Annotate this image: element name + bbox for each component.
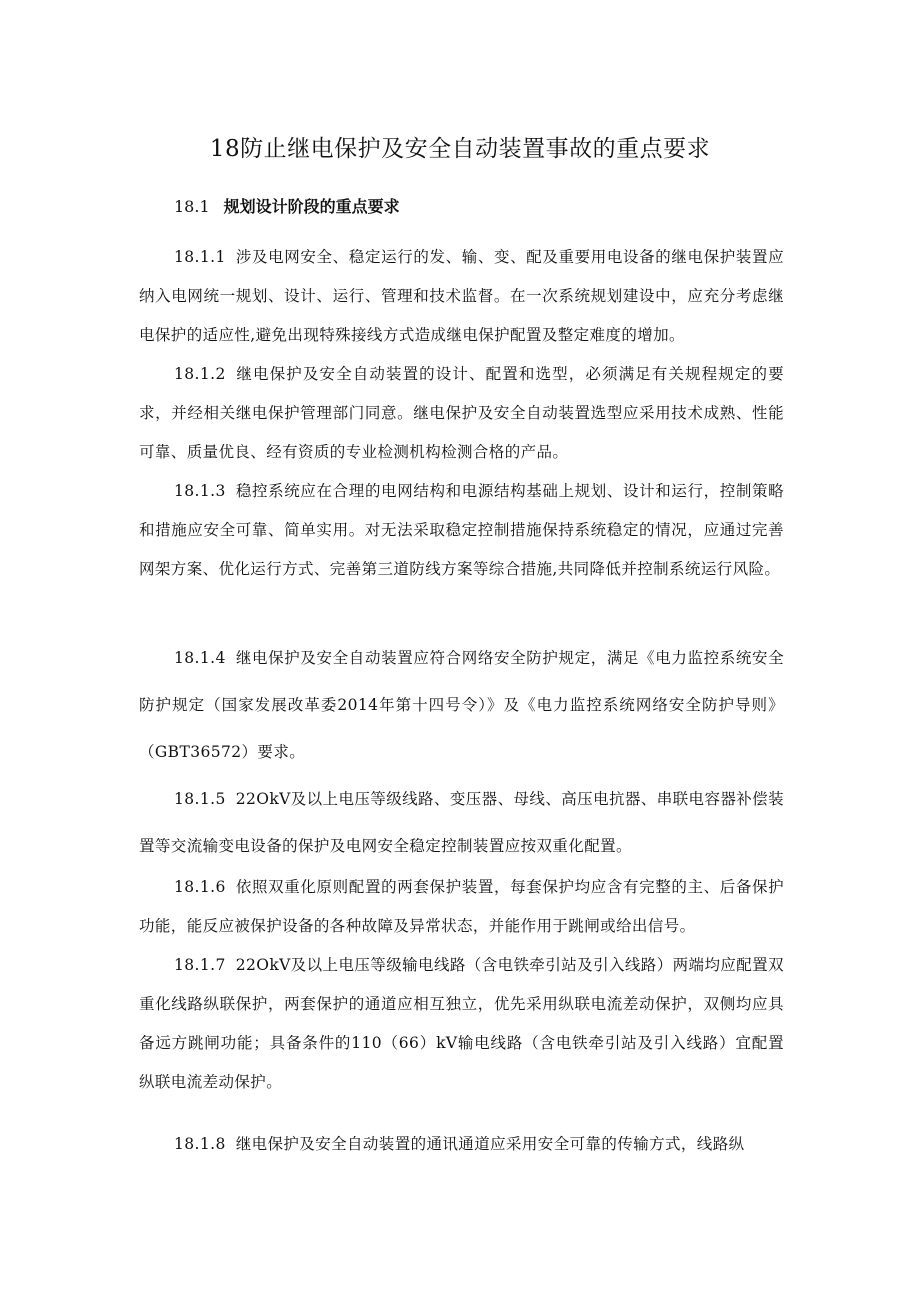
clause-number: 18.1.2: [174, 365, 226, 383]
clause-text: 继电保护及安全自动装置的设计、配置和选型，必须满足有关规程规定的要求，并经相关继电保护管理部门同意。继电保护及安全自动装置选型应采用技术成熟、性能可靠、质量优良、经有资质的专业检测机构检测合格的产品。: [139, 365, 784, 461]
section-number: 18.1: [174, 197, 210, 216]
paragraph-18-1-2: [139, 355, 784, 472]
clause-number: 18.1.1: [174, 248, 226, 266]
section-heading: [174, 195, 400, 219]
clause-number: 18.1.7: [174, 956, 226, 974]
clause-text: 继电保护及安全自动装置的通讯通道应采用安全可靠的传输方式，线路纵: [235, 1135, 745, 1153]
clause-number: 18.1.5: [174, 790, 226, 808]
clause-text: 22OkV及以上电压等级输电线路（含电铁牵引站及引入线路）两端均应配置双重化线路纵联保护，两套保护的通道应相互独立，优先采用纵联电流差动保护，双侧均应具备远方跳闸功能；具备条件的110（66）kV输电线路（含电铁牵引站及引入线路）宜配置纵联电流差动保护。: [139, 956, 784, 1091]
page-title: 18防止继电保护及安全自动装置事故的重点要求: [209, 136, 711, 162]
clause-text: 22OkV及以上电压等级线路、变压器、母线、高压电抗器、串联电容器补偿装置等交流输变电设备的保护及电网安全稳定控制装置应按双重化配置。: [139, 790, 784, 855]
paragraph-18-1-5: [139, 776, 784, 870]
clause-number: 18.1.4: [174, 649, 226, 667]
clause-text: 涉及电网安全、稳定运行的发、输、变、配及重要用电设备的继电保护装置应纳入电网统一规划、设计、运行、管理和技术监督。在一次系统规划建设中，应充分考虑继电保护的适应性,避免出现特殊接线方式造成继电保护配置及整定难度的增加。: [139, 248, 784, 344]
paragraph-18-1-3: [139, 472, 784, 589]
clause-text: 依照双重化原则配置的两套保护装置，每套保护均应含有完整的主、后备保护功能，能反应被保护设备的各种故障及异常状态，并能作用于跳闸或给出信号。: [139, 878, 784, 935]
clause-text: 继电保护及安全自动装置应符合网络安全防护规定，满足《电力监控系统安全防护规定（国家发展改革委2014年第十四号令）》及《电力监控系统网络安全防护导则》（GBT36572）要求。: [139, 649, 784, 761]
paragraph-18-1-8: [139, 1121, 784, 1168]
section-title: 规划设计阶段的重点要求: [223, 197, 400, 216]
paragraph-18-1-7: [139, 946, 784, 1102]
paragraph-18-1-4: [139, 635, 784, 776]
paragraph-18-1-6: [139, 868, 784, 946]
paragraph-18-1-1: [139, 238, 784, 355]
clause-number: 18.1.3: [174, 482, 226, 500]
clause-text: 稳控系统应在合理的电网结构和电源结构基础上规划、设计和运行，控制策略和措施应安全可靠、简单实用。对无法采取稳定控制措施保持系统稳定的情况，应通过完善网架方案、优化运行方式、完善第三道防线方案等综合措施,共同降低并控制系统运行风险。: [139, 482, 784, 578]
clause-number: 18.1.8: [174, 1135, 226, 1153]
clause-number: 18.1.6: [174, 878, 226, 896]
